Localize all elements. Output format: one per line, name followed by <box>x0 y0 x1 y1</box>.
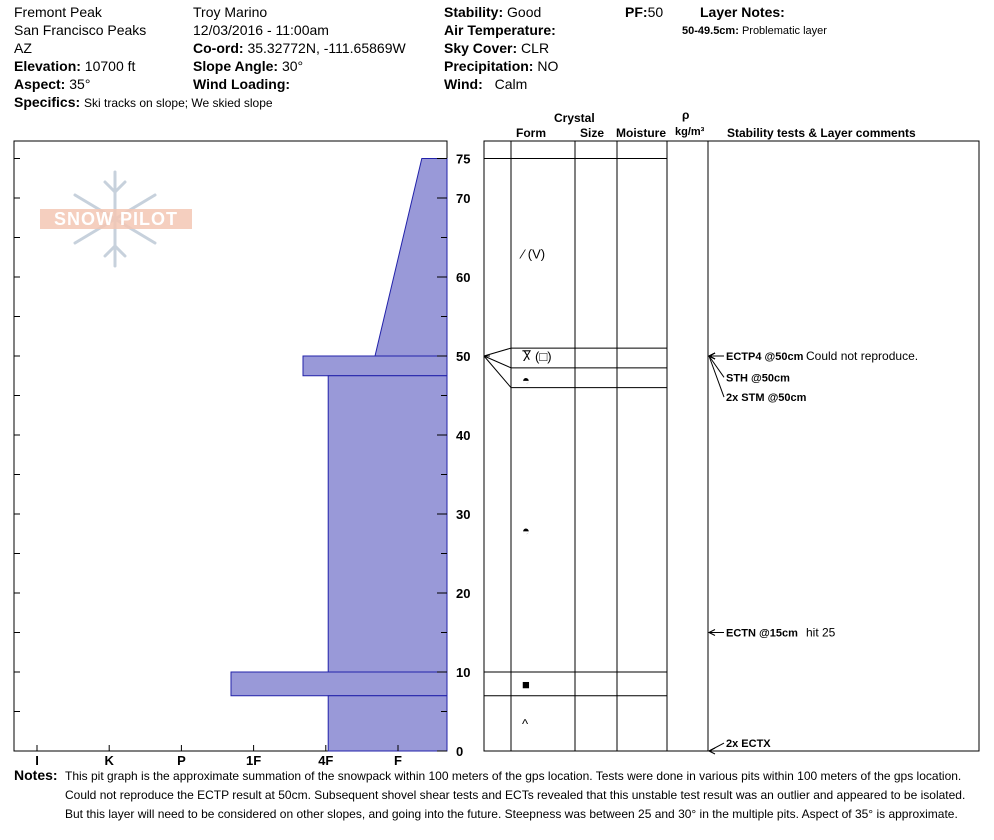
hardness-tick-label: 1F <box>246 753 262 768</box>
pf-label: PF: <box>625 4 648 20</box>
aspect-value: 35° <box>69 76 91 92</box>
air-temp-label: Air Temperature: <box>444 22 556 38</box>
depth-tick-label: 50 <box>456 349 471 364</box>
layer-connector <box>484 356 511 388</box>
state: AZ <box>14 40 32 56</box>
logo-text: SNOW PILOT <box>54 209 178 229</box>
stability-value: Good <box>507 4 542 20</box>
test-code: 2x STM @50cm <box>726 392 807 405</box>
specifics-label: Specifics: <box>14 94 81 110</box>
hardness-layer-2 <box>303 356 447 376</box>
hardness-tick-label: I <box>35 753 39 768</box>
sky-cover-label: Sky Cover: <box>444 40 518 56</box>
elevation-value: 10700 ft <box>84 58 136 74</box>
hardness-layer-4 <box>231 672 447 696</box>
layer-connector <box>484 356 511 368</box>
grain-form-symbol: ^ <box>522 716 529 732</box>
test-code: 2x ECTX <box>726 738 771 751</box>
precipitation-value: NO <box>537 58 559 74</box>
precipitation-label: Precipitation: <box>444 58 534 74</box>
form-header: Form <box>516 126 546 140</box>
test-comment: hit 25 <box>806 625 836 640</box>
depth-tick-label: 40 <box>456 428 471 443</box>
wind-value: Calm <box>494 76 528 92</box>
notes-line-3: But this layer will need to be considered on other slopes, and going into the future. Steepness was between 25 and 30° in the multiple pits. Aspect of 35° is approximate. <box>65 807 958 821</box>
layer-note-range: 50-49.5cm: <box>682 25 739 37</box>
depth-tick-label: 0 <box>456 744 464 759</box>
rho-header: ρ <box>682 108 690 122</box>
moisture-header: Moisture <box>616 126 667 140</box>
grain-form-symbol: ◓ <box>522 522 530 538</box>
test-code: STH @50cm <box>726 372 790 385</box>
notes-label: Notes: <box>14 767 58 783</box>
test-arrow-line <box>709 356 724 377</box>
mountain-range: San Francisco Peaks <box>14 22 147 38</box>
test-code: ECTN @15cm <box>726 627 798 640</box>
depth-tick-label: 20 <box>456 586 471 601</box>
hardness-layer-1 <box>375 159 447 357</box>
pf-value: 50 <box>647 4 664 20</box>
aspect-label: Aspect: <box>14 76 66 92</box>
layer-connector <box>484 348 511 356</box>
hardness-tick-label: 4F <box>318 753 334 768</box>
layer-note-text: Problematic layer <box>741 25 827 37</box>
wind-label: Wind: <box>444 76 483 92</box>
sky-cover-value: CLR <box>521 40 550 56</box>
hardness-layer-5 <box>328 696 447 751</box>
slope-angle-value: 30° <box>281 58 304 74</box>
notes-line-2: Could not reproduce the ECTP result at 50cm. Subsequent shovel shear tests and ECTs revealed that this unstable test result was an outlier and appeared to be isolated. <box>65 788 966 802</box>
size-header: Size <box>580 126 605 140</box>
wind-loading-label: Wind Loading: <box>193 76 291 92</box>
layer-table-columns <box>511 141 708 751</box>
hardness-tick-label: F <box>394 753 402 768</box>
location: Fremont Peak <box>14 4 102 20</box>
depth-tick-label: 60 <box>456 270 471 285</box>
observer: Troy Marino <box>193 4 268 20</box>
hardness-layer-3 <box>328 376 447 672</box>
grain-forms <box>519 246 552 731</box>
notes-line-1: This pit graph is the approximate summation of the snowpack within 100 meters of the gps location. Tests were done in various pits within 100 meters of the gps location. <box>65 769 962 783</box>
hardness-tick-label: K <box>104 753 114 768</box>
hardness-tick-label: P <box>177 753 186 768</box>
depth-tick-label: 10 <box>456 665 471 680</box>
stability-tests-header: Stability tests & Layer comments <box>727 126 916 140</box>
depth-tick-label: 30 <box>456 507 471 522</box>
stability-label: Stability: <box>444 4 504 20</box>
depth-tick-label: 75 <box>456 151 471 167</box>
crystal-header: Crystal <box>554 111 595 125</box>
hardness-layers <box>231 159 447 752</box>
test-code: ECTP4 @50cm <box>726 351 804 363</box>
test-comment: Could not reproduce. <box>806 349 919 363</box>
coord-value: 35.32772N, -111.65869W <box>247 40 406 56</box>
test-arrow-line <box>709 356 724 397</box>
elevation-label: Elevation: <box>14 58 81 74</box>
grain-form-symbol: ■ <box>522 676 530 692</box>
slope-angle-label: Slope Angle: <box>193 58 279 74</box>
grain-form-symbol: ◓ <box>522 372 530 388</box>
layer-table-frame <box>484 141 979 751</box>
stability-tests <box>709 349 918 754</box>
grain-form-symbol: Ⴟ (□) <box>522 349 552 364</box>
layer-notes-label: Layer Notes: <box>700 4 785 20</box>
snowpilot-logo <box>40 172 192 266</box>
grain-form-symbol: ⁄ (V) <box>522 246 546 262</box>
date-time: 12/03/2016 - 11:00am <box>193 22 329 38</box>
density-units-header: kg/m³ <box>675 126 705 138</box>
coord-label: Co-ord: <box>193 40 244 56</box>
specifics-value: Ski tracks on slope; We skied slope <box>84 96 273 110</box>
depth-tick-label: 70 <box>456 191 471 206</box>
